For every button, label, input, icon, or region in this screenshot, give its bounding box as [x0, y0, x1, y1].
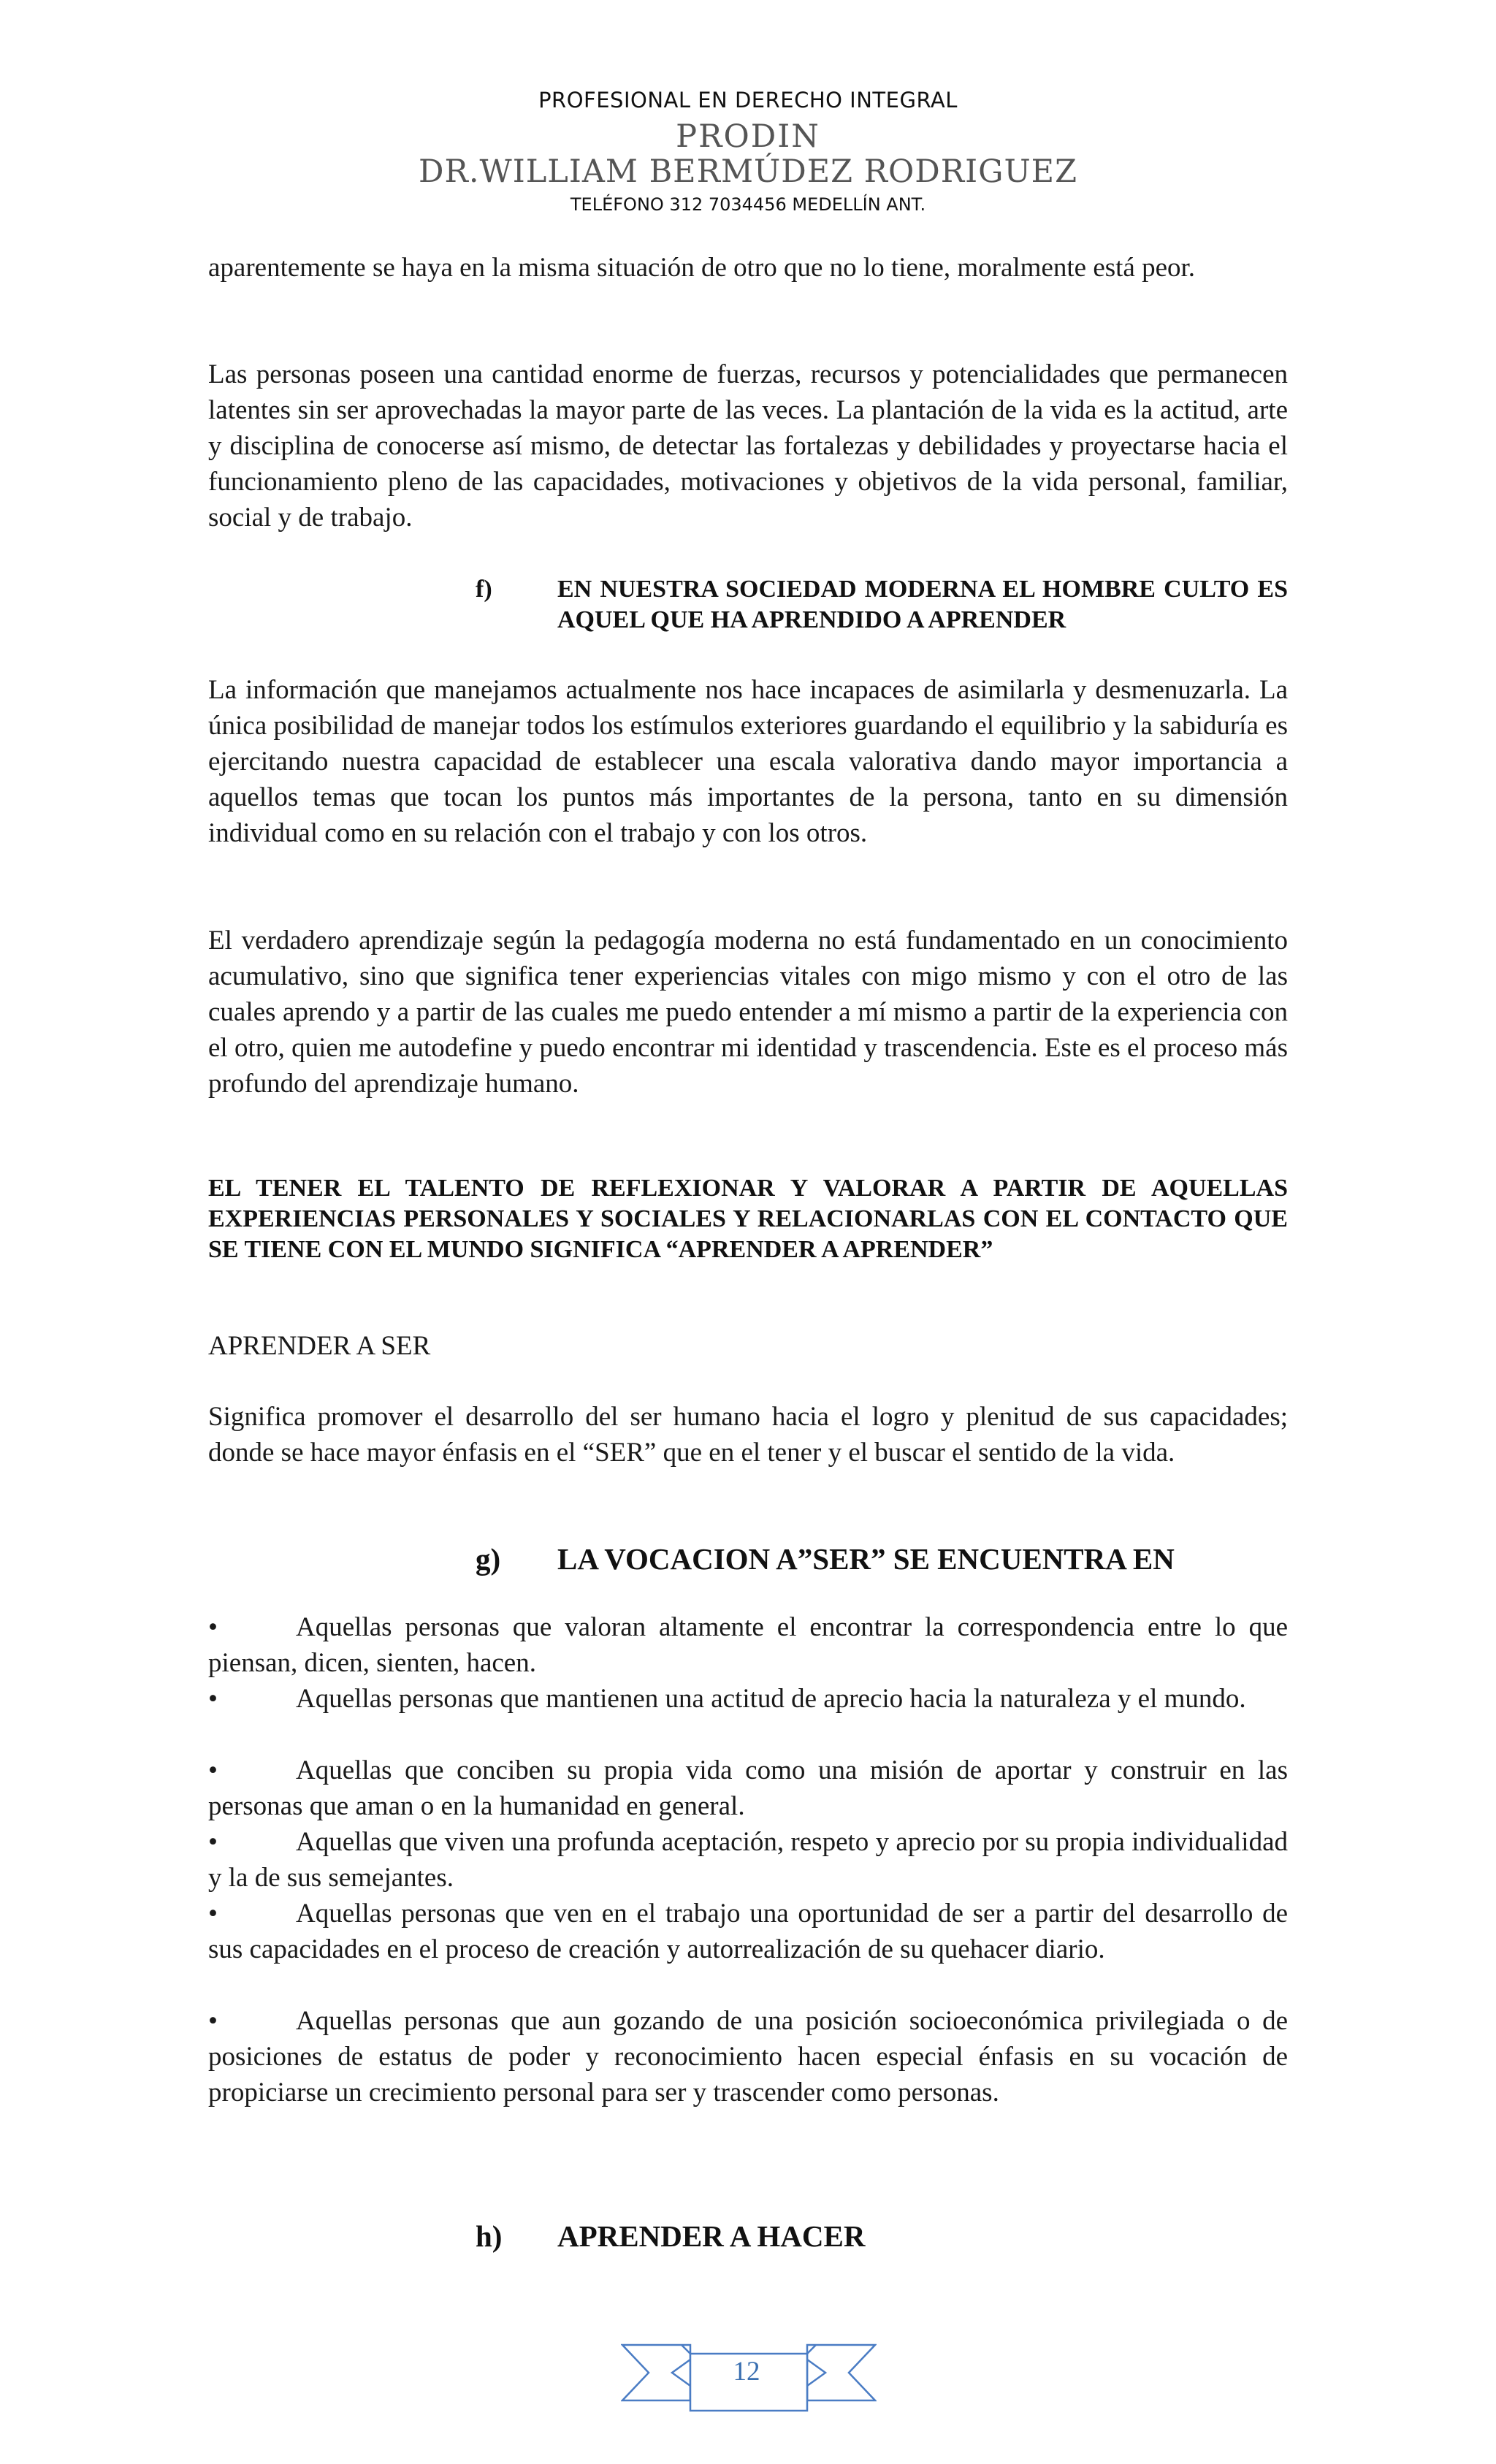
heading-f — [476, 574, 1288, 636]
bullet-icon: • — [208, 1755, 218, 1785]
heading-h — [476, 2217, 1288, 2255]
bullet-icon: • — [208, 1684, 218, 1714]
heading-g — [476, 1540, 1288, 1578]
bullet-icon: • — [208, 1899, 218, 1929]
list-item: • Aquellas personas que ven en el trabajo una oportunidad de ser a partir del desarrollo de sus capacidades en el proceso de creación y autorrealización de su quehacer diario. — [208, 1896, 1288, 1967]
list-item: • Aquellas personas que aun gozando de una posición socioeconómica privilegiada o de posiciones de estatus de poder y reconocimiento hacen especial énfasis en su vocación de propiciarse un crecimiento personal para ser y trascender como personas. — [208, 2003, 1288, 2110]
heading-f-marker: f) — [476, 576, 492, 603]
header-line-phone: TELÉFONO 312 7034456 MEDELLÍN ANT. — [570, 194, 926, 215]
page-number: 12 — [733, 2357, 760, 2387]
paragraph-5: Significa promover el desarrollo del ser humano hacia el logro y plenitud de sus capacidades; donde se hace mayor énfasis en el “SER” que en el tener y el buscar el sentido de la vida. — [208, 1402, 1288, 1468]
list-item: • Aquellas personas que valoran altamente el encontrar la correspondencia entre lo que piensan, dicen, sienten, hacen. — [208, 1609, 1288, 1681]
paragraph-2: Las personas poseen una cantidad enorme de fuerzas, recursos y potencialidades que permanecen latentes sin ser aprovechadas la mayor parte de las veces. La plantación de la vida es la actitud, arte y disciplina de conocerse así mismo, de detectar las fortalezas y debilidades y proyectarse hacia el funcionamiento pleno de las capacidades, motivaciones y objetivos de la vida personal, familiar, social y de trabajo. — [208, 359, 1288, 533]
paragraph-3: La información que manejamos actualmente nos hace incapaces de asimilarla y desmenuzarla. La única posibilidad de manejar todos los estímulos exteriores guardando el equilibrio y la sabiduría es ejercitando nuestra capacidad de establecer una escala valorativa dando mayor importancia a aquellos temas que tocan los puntos más importantes de la persona, tanto en su dimensión individual como en su relación con el trabajo y con los otros. — [208, 675, 1288, 848]
bold-statement: EL TENER EL TALENTO DE REFLEXIONAR Y VALORAR A PARTIR DE AQUELLAS EXPERIENCIAS PERSONALES Y SOCIALES Y RELACIONARLAS CON EL CONTACTO QUE SE TIENE CON EL MUNDO SIGNIFICA “APRENDER A APRENDER” — [208, 1175, 1288, 1263]
heading-g-marker: g) — [476, 1542, 501, 1576]
header-line-profession: PROFESIONAL EN DERECHO INTEGRAL — [538, 88, 958, 112]
bullet-icon: • — [208, 2006, 218, 2036]
bullet-icon: • — [208, 1827, 218, 1857]
document-body — [208, 0, 1288, 2464]
heading-h-marker: h) — [476, 2219, 503, 2253]
list-item: • Aquellas personas que mantienen una actitud de aprecio hacia la naturaleza y el mundo. — [208, 1681, 1288, 1717]
header-line-prodin: PRODIN — [676, 118, 820, 155]
paragraph-1: aparentemente se haya en la misma situación de otro que no lo tiene, moralmente está peor. — [208, 253, 1196, 283]
heading-f-text: EN NUESTRA SOCIEDAD MODERNA EL HOMBRE CULTO ES AQUEL QUE HA APRENDIDO A APRENDER — [557, 576, 1288, 633]
list-item: • Aquellas que viven una profunda aceptación, respeto y aprecio por su propia individualidad y la de sus semejantes. — [208, 1824, 1288, 1896]
list-item: • Aquellas que conciben su propia vida como una misión de aportar y construir en las personas que aman o en la humanidad en general. — [208, 1752, 1288, 1824]
heading-g-text: LA VOCACION A”SER” SE ENCUENTRA EN — [557, 1542, 1175, 1576]
heading-h-text: APRENDER A HACER — [557, 2219, 866, 2253]
subheading-aprender-a-ser: APRENDER A SER — [208, 1331, 431, 1361]
bullet-icon: • — [208, 1612, 218, 1642]
paragraph-4: El verdadero aprendizaje según la pedagogía moderna no está fundamentado en un conocimiento acumulativo, sino que significa tener experiencias vitales con migo mismo y con el otro de las cuales aprendo y a partir de las cuales me puedo entender a mí mismo a partir de la experiencia con el otro, quien me autodefine y puedo encontrar mi identidad y trascendencia. Este es el proceso más profundo del aprendizaje humano. — [208, 926, 1288, 1099]
header-line-name: DR.WILLIAM BERMÚDEZ RODRIGUEZ — [419, 153, 1077, 190]
